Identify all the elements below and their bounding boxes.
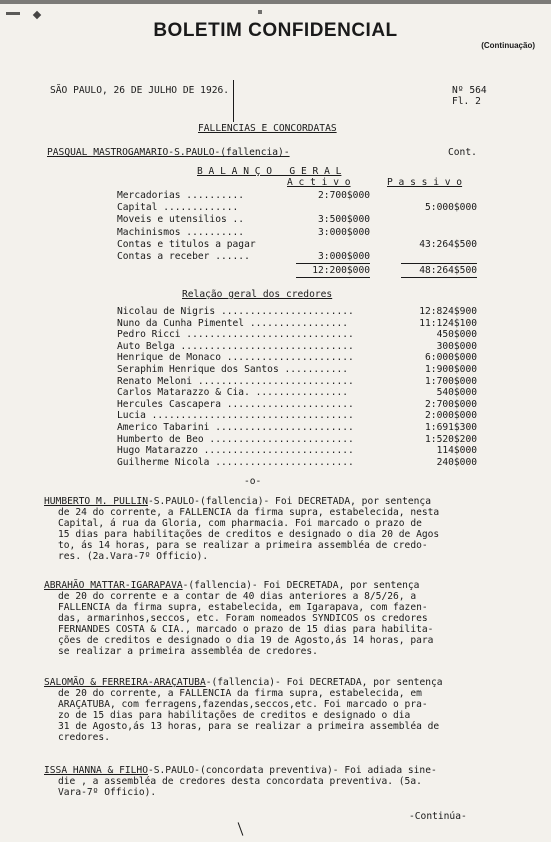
footer-continua: -Continúa- bbox=[409, 811, 467, 822]
entry-line: das, armarinhos,seccos, etc. Foram nomeados SYNDICOS os credores bbox=[58, 613, 428, 624]
creditor-amount: 12:824$900 bbox=[419, 306, 477, 317]
entry-line: Capital, á rua da Gloria, com pharmacia. Foi marcado o prazo de bbox=[58, 518, 422, 529]
entry-line: to, ás 14 horas, para se realizar a primeira assembléa de credo- bbox=[58, 540, 428, 551]
scan-speck bbox=[33, 11, 41, 19]
balance-row-activo: 3:000$000 bbox=[318, 251, 370, 262]
entry-line: res. (2a.Vara-7º Officio). bbox=[58, 551, 209, 562]
entry-line: de 24 do corrente, a FALLENCIA da firma supra, estabelecida, nesta bbox=[58, 507, 440, 518]
creditor-name: Pedro Ricci ............................. bbox=[117, 329, 354, 341]
entry-line: credores. bbox=[58, 732, 110, 743]
balance-row-label: Machinismos .......... bbox=[117, 226, 245, 238]
activo-double-rule bbox=[296, 277, 370, 278]
section-title: FALLENCIAS E CONCORDATAS bbox=[198, 123, 337, 134]
creditor-amount: 450$000 bbox=[436, 329, 477, 341]
entry-paragraph bbox=[44, 496, 514, 562]
sheet-number: Fl. 2 bbox=[452, 96, 481, 107]
date-vertical-mark bbox=[233, 80, 234, 122]
page-title: BOLETIM CONFIDENCIAL bbox=[153, 20, 398, 41]
balance-row-activo: 2:700$000 bbox=[318, 190, 370, 201]
activo-header: A c t i v o bbox=[287, 177, 351, 188]
entry-line: FALLENCIA da firma supra, estabelecida, em Igarapava, com fazen- bbox=[58, 602, 428, 613]
entry-line: zo de 15 dias para habilitações de creditos e designado o dia bbox=[58, 710, 411, 721]
entry-lead: SALOMÃO & FERREIRA-ARAÇATUBA bbox=[44, 677, 206, 688]
creditor-amount: 1:900$000 bbox=[425, 364, 477, 375]
creditor-name: Auto Belga .............................. bbox=[117, 340, 354, 352]
balance-row-passivo: 43:264$500 bbox=[419, 238, 477, 250]
entry-line: ISSA HANNA & FILHO-S.PAULO-(concordata preventiva)- Foi adiada sine- bbox=[44, 765, 437, 776]
entry-line: die , a assembléa de credores desta concordata preventiva. (5a. bbox=[58, 776, 422, 787]
entry-lead: HUMBERTO M. PULLIN bbox=[44, 496, 148, 507]
end-mark: -o- bbox=[244, 476, 262, 487]
case-cont: Cont. bbox=[448, 147, 477, 158]
entry-line: se realizar a primeira assembléa de credores. bbox=[58, 646, 318, 657]
activo-total-rule bbox=[296, 263, 370, 264]
total-passivo: 48:264$500 bbox=[419, 265, 477, 276]
creditor-amount: 1:700$000 bbox=[425, 375, 477, 387]
creditor-name: Seraphim Henrique dos Santos ........... bbox=[117, 364, 349, 375]
entry-lead: ISSA HANNA & FILHO bbox=[44, 765, 148, 776]
creditor-name: Hugo Matarazzo .......................... bbox=[117, 445, 354, 457]
creditor-name: Hercules Cascapera ...................... bbox=[117, 398, 354, 410]
creditor-name: Americo Tabarini ........................ bbox=[117, 422, 354, 433]
creditor-amount: 1:520$200 bbox=[425, 433, 477, 445]
case-heading: PASQUAL MASTROGAMARIO-S.PAULO-(fallencia)- bbox=[47, 147, 290, 158]
entry-line: ARAÇATUBA, com ferragens,fazendas,seccos,etc. Foi marcado o pra- bbox=[58, 699, 428, 710]
creditor-amount: 1:691$300 bbox=[425, 422, 477, 433]
entry-line: de 20 do corrente e a contar de 40 dias anteriores a 8/5/26, a bbox=[58, 591, 417, 602]
entry-paragraph bbox=[44, 677, 514, 743]
creditor-amount: 2:000$000 bbox=[425, 410, 477, 422]
entry-line: ABRAHÃO MATTAR-IGARAPAVA-(fallencia)- Foi DECRETADA, por sentença bbox=[44, 580, 420, 591]
entry-line: Vara-7º Officio). bbox=[58, 787, 157, 798]
scan-speck bbox=[0, 0, 551, 4]
balance-title: B A L A N Ç O G E R A L bbox=[197, 166, 342, 177]
creditor-name: Renato Meloni ........................... bbox=[117, 375, 354, 387]
creditor-amount: 2:700$000 bbox=[425, 398, 477, 410]
balance-row-label: Mercadorias .......... bbox=[117, 190, 245, 201]
balance-row-label: Contas e titulos a pagar bbox=[117, 238, 256, 250]
balance-row-passivo: 5:000$000 bbox=[425, 202, 477, 214]
creditor-name: Lucia ................................... bbox=[117, 410, 354, 422]
entry-line: ções de creditos e designado o dia 19 de Agosto,ás 14 horas, para bbox=[58, 635, 434, 646]
creditor-amount: 540$000 bbox=[436, 387, 477, 399]
creditor-amount: 6:000$000 bbox=[425, 352, 477, 364]
place-date: SÃO PAULO, 26 DE JULHO DE 1926. bbox=[50, 85, 230, 96]
passivo-double-rule bbox=[401, 277, 477, 278]
creditor-name: Henrique de Monaco ...................... bbox=[117, 352, 354, 364]
passivo-header: P a s s i v o bbox=[387, 177, 463, 188]
creditor-name: Nicolau de Nigris ....................... bbox=[117, 306, 354, 317]
entry-line: SALOMÃO & FERREIRA-ARAÇATUBA-(fallencia)- Foi DECRETADA, por sentença bbox=[44, 677, 443, 688]
balance-row-label: Contas a receber ...... bbox=[117, 251, 250, 262]
entry-line: 31 de Agosto,ás 13 horas, para se realizar a primeira assembléa de bbox=[58, 721, 440, 732]
entry-lead: ABRAHÃO MATTAR-IGARAPAVA bbox=[44, 580, 183, 591]
creditor-name: Nuno da Cunha Pimentel ................. bbox=[117, 317, 349, 329]
passivo-total-rule bbox=[401, 263, 477, 264]
entry-line: 15 dias para habilitações de creditos e designado o dia 20 de Agos bbox=[58, 529, 440, 540]
creditor-name: Humberto de Beo ......................... bbox=[117, 433, 354, 445]
creditor-name: Carlos Matarazzo & Cia. ................ bbox=[117, 387, 349, 399]
bulletin-number: Nº 564 bbox=[452, 85, 487, 96]
scan-speck bbox=[258, 10, 262, 14]
entry-paragraph bbox=[44, 580, 514, 657]
entry-line: de 20 do corrente, a FALLENCIA da firma supra, estabelecida, em bbox=[58, 688, 422, 699]
entry-paragraph bbox=[44, 765, 514, 798]
creditor-name: Guilherme Nicola ........................ bbox=[117, 456, 354, 468]
continuation-label: (Continuação) bbox=[481, 41, 535, 50]
creditor-amount: 11:124$100 bbox=[419, 317, 477, 329]
creditor-amount: 300$000 bbox=[436, 340, 477, 352]
total-activo: 12:200$000 bbox=[312, 265, 370, 276]
creditors-title: Relação geral dos credores bbox=[182, 289, 333, 300]
balance-row-label: Capital ............. bbox=[117, 202, 239, 214]
balance-row-label: Moveis e utensilios .. bbox=[117, 214, 245, 226]
scan-speck bbox=[6, 12, 20, 15]
scan-mark bbox=[238, 822, 244, 835]
balance-row-activo: 3:000$000 bbox=[318, 226, 370, 238]
creditor-amount: 240$000 bbox=[436, 456, 477, 468]
entry-line: FERNANDES COSTA & CIA., marcado o prazo de 15 dias para habilita- bbox=[58, 624, 434, 635]
balance-row-activo: 3:500$000 bbox=[318, 214, 370, 226]
creditor-amount: 114$000 bbox=[436, 445, 477, 457]
entry-line: HUMBERTO M. PULLIN-S.PAULO-(fallencia)- Foi DECRETADA, por sentença bbox=[44, 496, 431, 507]
